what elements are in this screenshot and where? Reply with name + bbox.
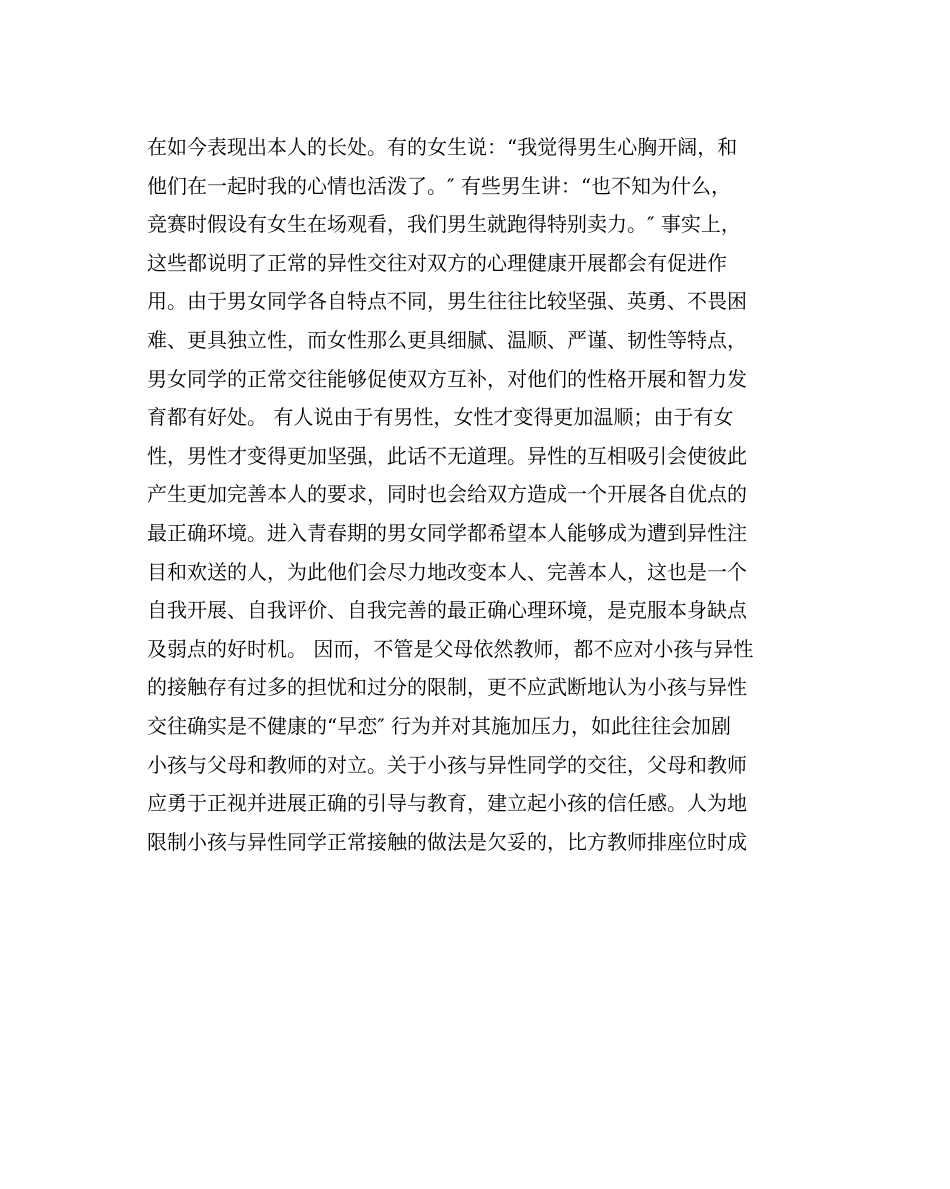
text-line: 交往确实是不健康的“早恋″ 行为并对其施加压力，如此往往会加剧 xyxy=(147,713,732,738)
text-line: 在如今表现出本人的长处。有的女生说：“我觉得男生心胸开阔，和 xyxy=(147,135,738,159)
text-line: 难、更具独立性，而女性那么更具细腻、温顺、严谨、韧性等特点， xyxy=(147,327,747,352)
text-line: 及弱点的好时机。 因而，不管是父母依然教师，都不应对小孩与异性 xyxy=(147,636,754,661)
text-line: 育都有好处。 有人说由于有男性，女性才变得更加温顺；由于有女 xyxy=(147,405,734,430)
text-line: 目和欢送的人，为此他们会尽力地改变本人、完善本人，这也是一个 xyxy=(147,559,747,584)
text-line: 产生更加完善本人的要求，同时也会给双方造成一个开展各自优点的 xyxy=(147,482,747,507)
text-line: 性，男性才变得更加坚强，此话不无道理。异性的互相吸引会使彼此 xyxy=(147,443,747,468)
text-line: 他们在一起时我的心情也活泼了。″ 有些男生讲：“也不知为什么， xyxy=(147,173,732,198)
body-text xyxy=(147,128,817,861)
text-line: 限制小孩与异性同学正常接触的做法是欠妥的，比方教师排座位时成 xyxy=(147,829,747,854)
text-line: 竞赛时假设有女生在场观看，我们男生就跑得特别卖力。″ 事实上， xyxy=(147,212,741,237)
text-line: 最正确环境。进入青春期的男女同学都希望本人能够成为遭到异性注 xyxy=(147,520,747,545)
text-line: 男女同学的正常交往能够促使双方互补，对他们的性格开展和智力发 xyxy=(147,366,747,391)
text-line: 这些都说明了正常的异性交往对双方的心理健康开展都会有促进作 xyxy=(147,250,727,275)
text-line: 应勇于正视并进展正确的引导与教育，建立起小孩的信任感。人为地 xyxy=(147,791,747,816)
text-line: 用。由于男女同学各自特点不同，男生往往比较坚强、英勇、不畏困 xyxy=(147,289,747,314)
text-line: 小孩与父母和教师的对立。关于小孩与异性同学的交往，父母和教师 xyxy=(147,752,747,777)
text-line: 自我开展、自我评价、自我完善的最正确心理环境，是克服本身缺点 xyxy=(147,598,747,623)
text-line: 的接触存有过多的担忧和过分的限制，更不应武断地认为小孩与异性 xyxy=(147,675,747,700)
